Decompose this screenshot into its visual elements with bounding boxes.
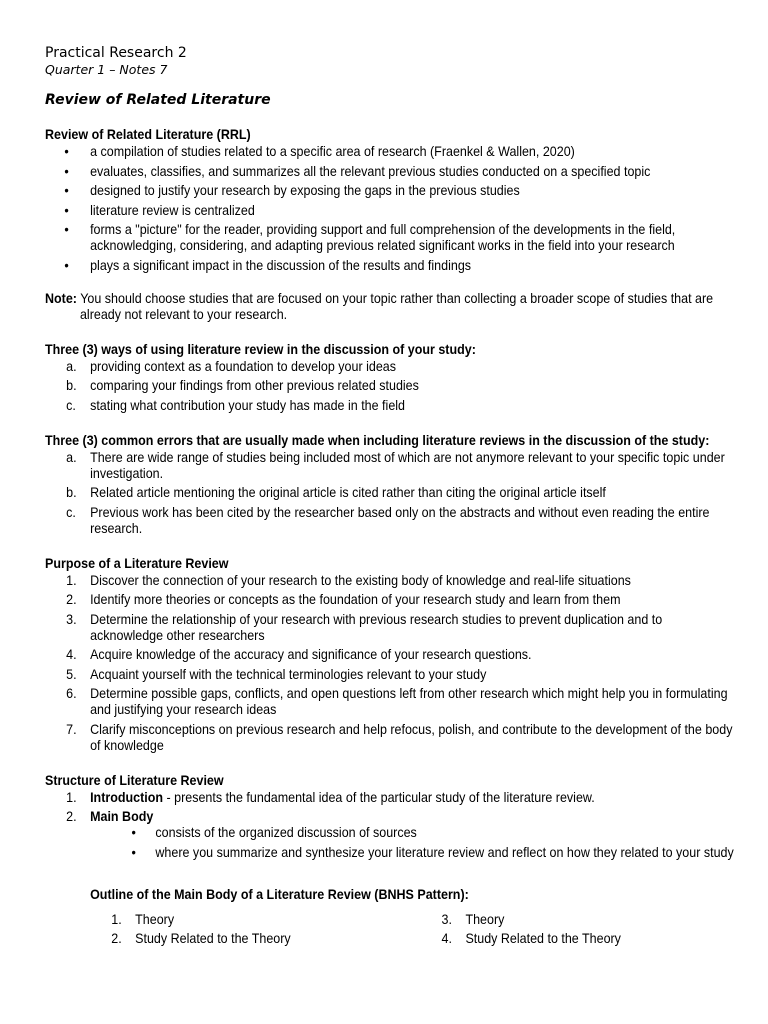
outline-left-list [45,912,413,948]
list-item: 3. Theory [441,911,505,927]
purpose-heading: Purpose of a Literature Review [45,555,229,571]
list-item: 4. Study Related to the Theory [441,931,621,946]
structure-heading: Structure of Literature Review [45,772,224,788]
main-body-list [90,825,735,861]
list-item: 1. Introduction - presents the fundamental idea of the particular study of the literature review. [66,789,595,805]
errors-list [45,450,735,537]
errors-heading: Three (3) common errors that are usually made when including literature reviews in the discussion of the study: [45,432,710,448]
structure-list [45,790,735,861]
bullet-icon: • [64,144,69,159]
main-body-label: Main Body [90,809,154,824]
list-item: 3. Determine the relationship of your research with previous research studies to prevent duplication and to acknowledge other researchers [66,611,663,643]
list-item: • literature review is centralized [64,202,255,218]
list-item: • designed to justify your research by exposing the gaps in the previous studies [64,183,520,198]
list-item: • where you summarize and synthesize your literature review and reflect on how they related to your study [131,844,734,860]
rrl-list [45,144,735,274]
list-item: a. There are wide range of studies being included most of which are not anymore relevant to your specific topic under investigation. [66,449,725,481]
list-item: 7. Clarify misconceptions on previous research and help refocus, polish, and contribute to the development of the body of knowledge [66,721,733,753]
list-item: c. stating what contribution your study has made in the field [66,397,406,413]
course-title: Practical Research 2 [45,45,187,61]
note-label: Note: [45,290,77,306]
list-item: • forms a "picture" for the reader, providing support and full comprehension of the developments in the field, acknowledging, considering, and adapting previous related significant works in the field into your research [64,222,676,253]
list-item: c. Previous work has been cited by the researcher based only on the abstracts and without even reading the entire research. [66,504,710,536]
list-item: 6. Determine possible gaps, conflicts, and open questions left from other research which might help you in formulating and justifying your research ideas [66,686,728,717]
outline-heading: Outline of the Main Body of a Literature Review (BNHS Pattern): [90,886,469,902]
list-item: a. providing context as a foundation to develop your ideas [66,358,397,374]
list-item: 1. Theory [111,911,175,927]
list-item: • a compilation of studies related to a specific area of research (Fraenkel & Wallen, 2020) [64,144,575,159]
list-item: 4. Acquire knowledge of the accuracy and significance of your research questions. [66,647,532,662]
ways-list [45,359,735,414]
outline-right-list [413,912,621,948]
document-body [45,125,735,947]
list-item: 2. Main Body • consists of the organized discussion of sources • where you summarize and synthesize your literature review and reflect on how they related to your study [66,809,734,860]
note-text: You should choose studies that are focused on your topic rather than collecting a broader scope of studies that are already not relevant to your research. [79,290,714,322]
outline-columns [45,912,735,948]
list-item: 1. Discover the connection of your research to the existing body of knowledge and real-life situations [66,572,631,588]
bullet-icon: • [64,257,69,273]
ways-heading: Three (3) ways of using literature review in the discussion of your study: [45,341,476,357]
list-item: 5. Acquaint yourself with the technical terminologies relevant to your study [66,666,487,682]
bullet-icon: • [131,825,136,840]
list-item: 2. Identify more theories or concepts as the foundation of your research study and learn from them [66,592,621,607]
document-page [45,44,735,947]
purpose-list [45,573,735,754]
bullet-icon: • [64,202,69,218]
list-item: • evaluates, classifies, and summarizes all the relevant previous studies conducted on a specified topic [64,163,651,179]
list-item: b. Related article mentioning the original article is cited rather than citing the original article itself [66,485,606,500]
bullet-icon: • [64,163,69,179]
note-paragraph [45,291,735,323]
list-item: • plays a significant impact in the discussion of the results and findings [64,257,472,273]
bullet-icon: • [64,222,69,237]
notes-label: Quarter 1 – Notes 7 [45,62,168,77]
list-item: 2. Study Related to the Theory [111,931,291,946]
introduction-label: Introduction [90,789,164,805]
bullet-icon: • [64,183,69,198]
bullet-icon: • [131,844,136,860]
page-title: Review of Related Literature [45,92,271,108]
rrl-heading: Review of Related Literature (RRL) [45,127,251,142]
list-item: • consists of the organized discussion of sources [131,825,417,840]
list-item: b. comparing your findings from other previous related studies [66,378,419,393]
